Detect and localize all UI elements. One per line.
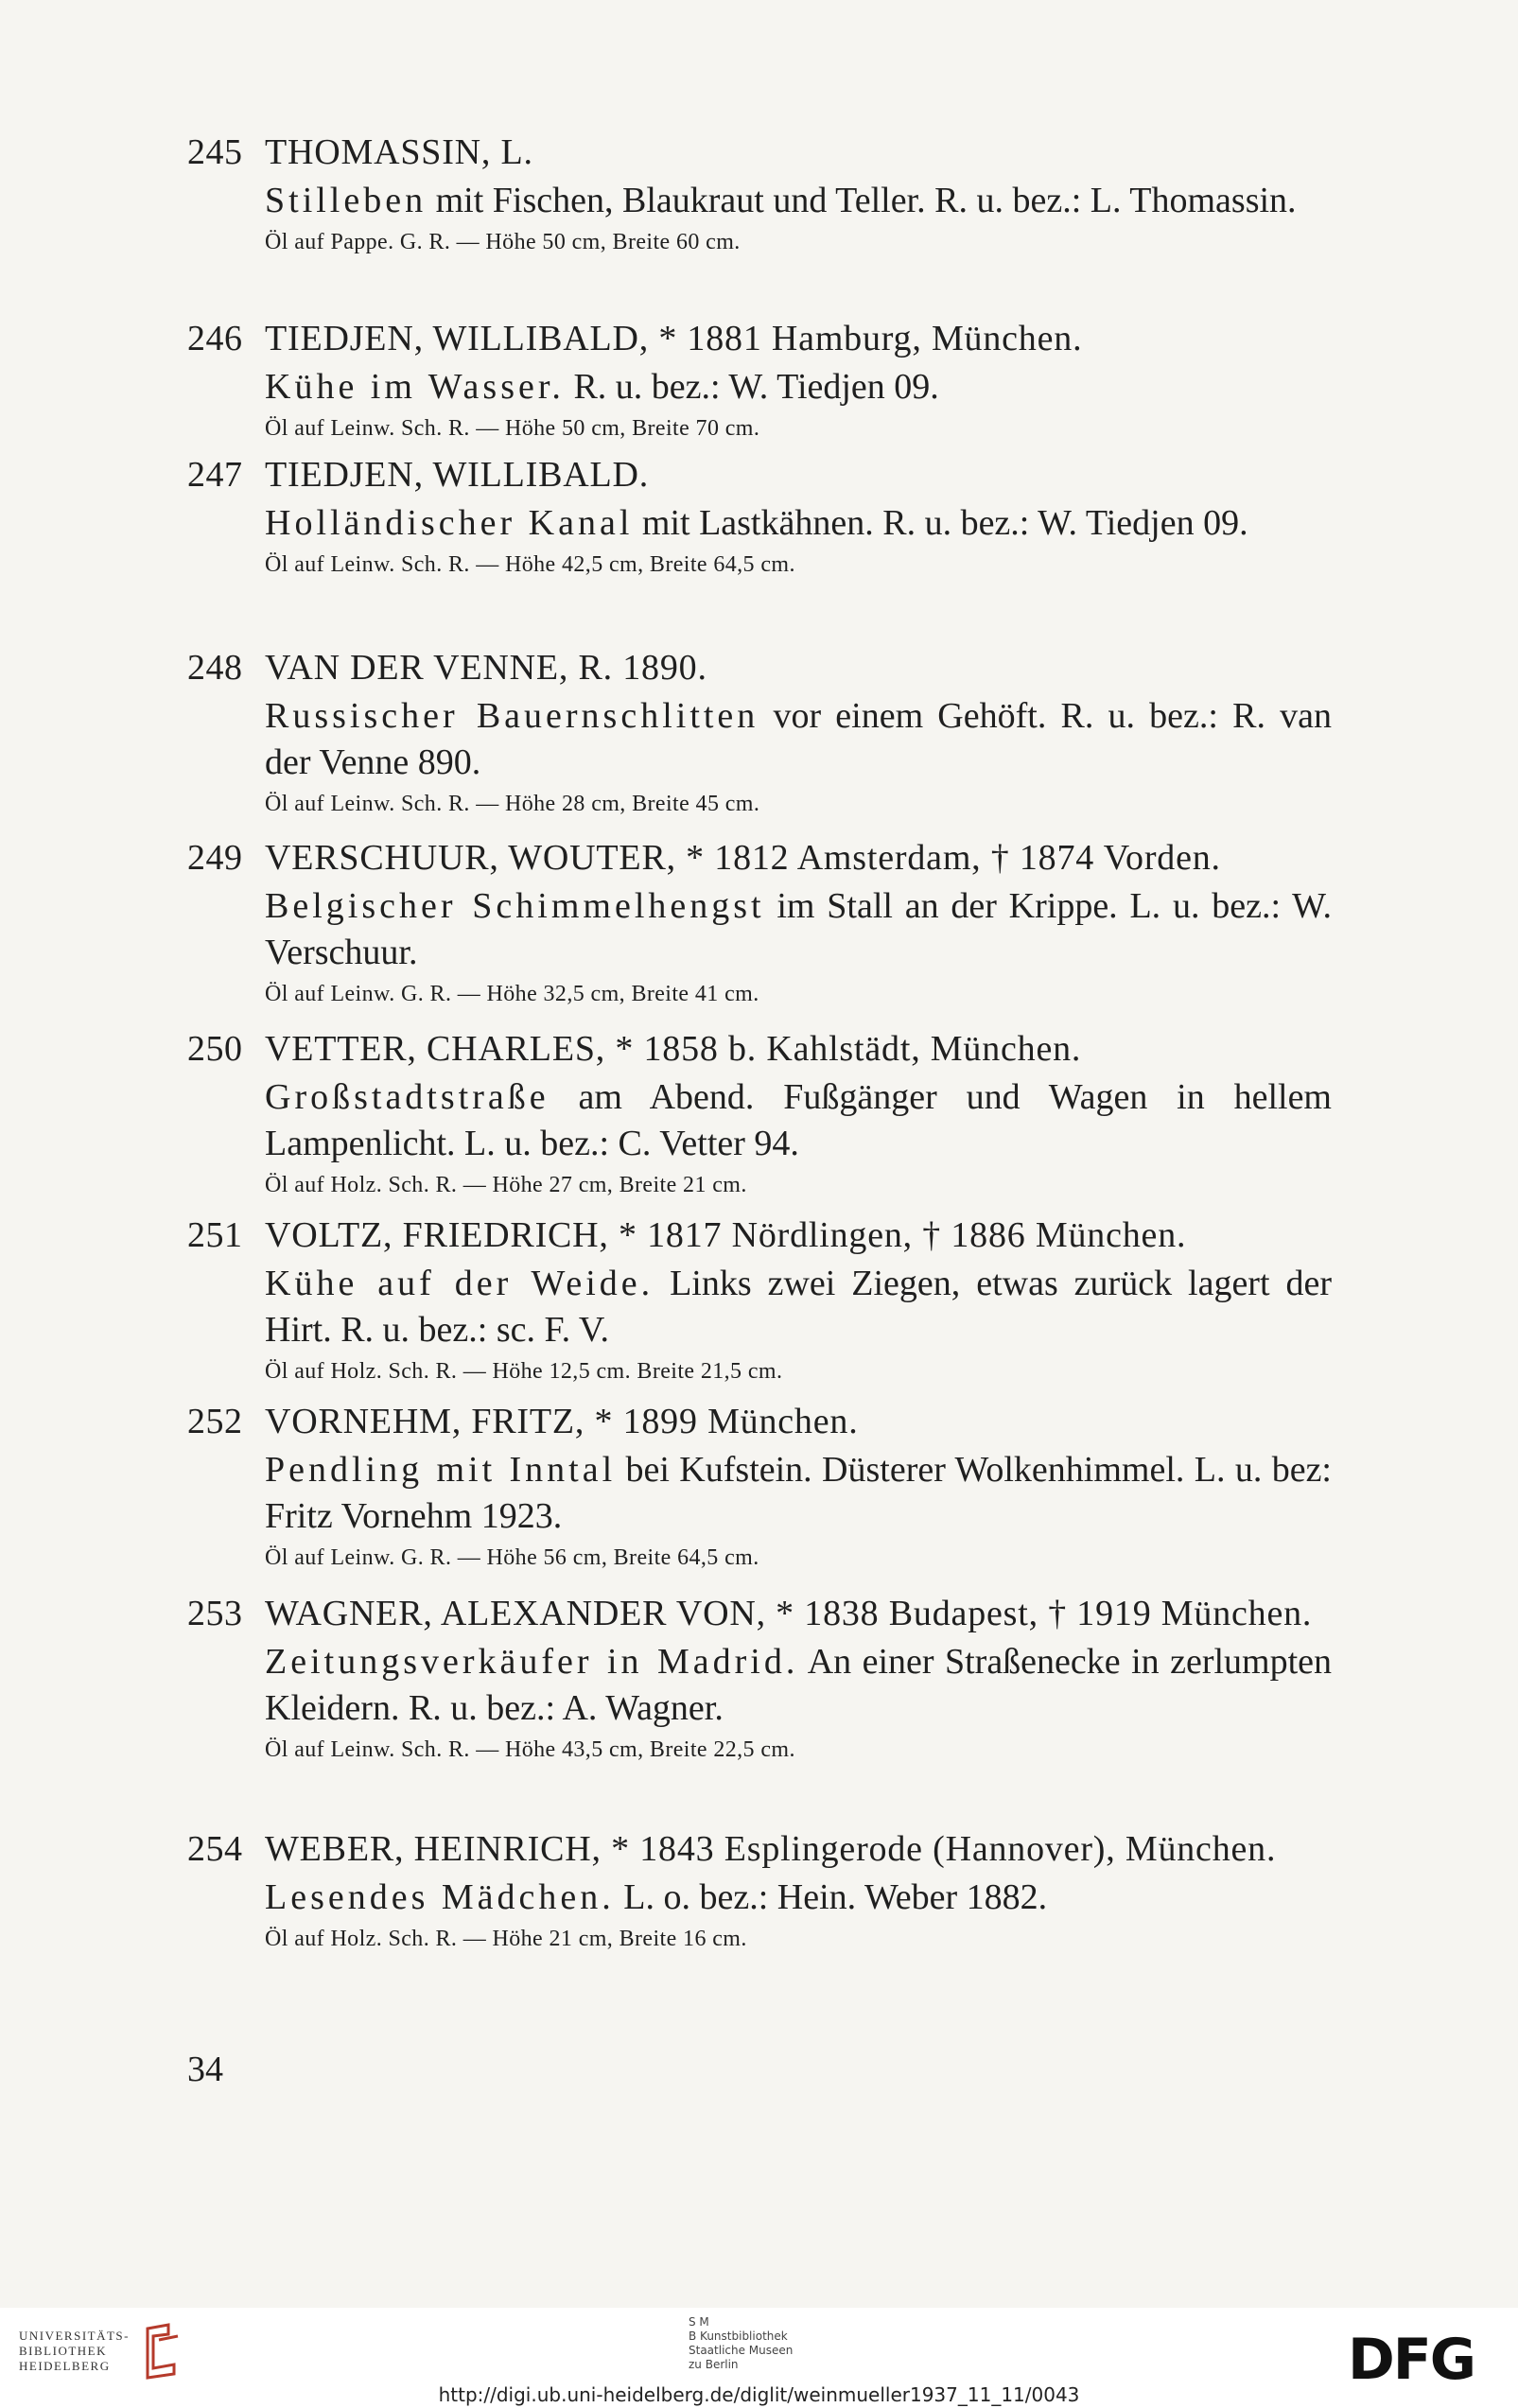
artwork-title-emphasis: Pendling mit Inntal — [265, 1450, 617, 1490]
artwork-title — [265, 500, 1332, 547]
catalog-entry-251 — [187, 1210, 1332, 1389]
page-number: 34 — [187, 2050, 223, 2089]
artwork-description: bei Kufstein. Düsterer Wolkenhimmel. L. u. bez: Fritz Vornehm 1923. — [265, 1450, 1332, 1536]
artwork-details: Öl auf Leinw. G. R. — Höhe 56 cm, Breite 64,5 cm. — [265, 1545, 759, 1570]
catalog-entry-252 — [187, 1396, 1332, 1576]
artist-name: VETTER, CHARLES, * 1858 b. Kahlstädt, München. — [265, 1029, 1082, 1069]
artwork-title-emphasis: Belgischer Schimmelhengst — [265, 886, 765, 926]
catalog-entry-249 — [187, 832, 1332, 1012]
lot-number: 249 — [187, 838, 243, 878]
museum-credit: S M B Kunstbibliothek Staatliche Museen zu Berlin — [689, 2315, 794, 2371]
artwork-title-emphasis: Russischer Bauernschlitten — [265, 696, 759, 736]
lot-number: 248 — [187, 648, 243, 688]
lot-number: 253 — [187, 1594, 243, 1633]
catalog-entry-248 — [187, 642, 1332, 822]
lot-number: 252 — [187, 1402, 243, 1441]
artist-name: VAN DER VENNE, R. 1890. — [265, 648, 707, 688]
artwork-description: Links zwei Ziegen, etwas zurück lagert der Hirt. R. u. bez.: sc. F. V. — [265, 1264, 1332, 1350]
artwork-description: L. o. bez.: Hein. Weber 1882. — [614, 1877, 1048, 1917]
artist-name: WEBER, HEINRICH, * 1843 Esplingerode (Hannover), München. — [265, 1829, 1277, 1869]
artist-name: VOLTZ, FRIEDRICH, * 1817 Nördlingen, † 1886 München. — [265, 1215, 1187, 1255]
artwork-title — [265, 1639, 1332, 1732]
library-logo-icon — [140, 2323, 183, 2380]
artist-name: WAGNER, ALEXANDER VON, * 1838 Budapest, † 1919 München. — [265, 1594, 1313, 1633]
artwork-description: am Abend. Fußgänger und Wagen in hellem Lampenlicht. L. u. bez.: C. Vetter 94. — [265, 1077, 1332, 1163]
artwork-details: Öl auf Leinw. Sch. R. — Höhe 50 cm, Breite 70 cm. — [265, 416, 760, 441]
artwork-title — [265, 364, 1332, 410]
artwork-description: R. u. bez.: W. Tiedjen 09. — [564, 367, 939, 407]
lot-number: 251 — [187, 1215, 243, 1255]
lot-number: 246 — [187, 319, 243, 358]
artwork-title-emphasis: Kühe auf der Weide. — [265, 1264, 654, 1303]
artwork-details: Öl auf Holz. Sch. R. — Höhe 12,5 cm. Breite 21,5 cm. — [265, 1359, 783, 1384]
artwork-title-emphasis: Stilleben — [265, 181, 427, 220]
artwork-title — [265, 178, 1332, 224]
artwork-title — [265, 883, 1332, 976]
artwork-details: Öl auf Holz. Sch. R. — Höhe 21 cm, Breite 16 cm. — [265, 1927, 747, 1951]
artwork-title-emphasis: Holländischer Kanal — [265, 503, 634, 543]
artwork-description: mit Lastkähnen. R. u. bez.: W. Tiedjen 09. — [633, 503, 1248, 543]
artwork-details: Öl auf Leinw. G. R. — Höhe 32,5 cm, Breite 41 cm. — [265, 982, 759, 1006]
artwork-details: Öl auf Holz. Sch. R. — Höhe 27 cm, Breite 21 cm. — [265, 1173, 747, 1197]
artwork-description: vor einem Gehöft. R. u. bez.: R. van der Venne 890. — [265, 696, 1333, 782]
catalog-entry-246 — [187, 313, 1332, 446]
artwork-details: Öl auf Pappe. G. R. — Höhe 50 cm, Breite 60 cm. — [265, 230, 741, 254]
artist-name: TIEDJEN, WILLIBALD, * 1881 Hamburg, München. — [265, 319, 1083, 358]
artwork-title — [265, 1875, 1332, 1921]
artwork-details: Öl auf Leinw. Sch. R. — Höhe 42,5 cm, Breite 64,5 cm. — [265, 552, 795, 577]
artwork-title-emphasis: Lesendes Mädchen. — [265, 1877, 615, 1917]
artwork-description: An einer Straßenecke in zerlumpten Kleidern. R. u. bez.: A. Wagner. — [265, 1642, 1333, 1728]
catalog-entry-245 — [187, 127, 1332, 260]
library-name: UNIVERSITÄTS- BIBLIOTHEK HEIDELBERG — [19, 2329, 130, 2373]
lot-number: 247 — [187, 455, 243, 495]
lot-number: 250 — [187, 1029, 243, 1069]
lot-number: 254 — [187, 1829, 243, 1869]
catalog-entry-254 — [187, 1823, 1332, 1957]
artwork-details: Öl auf Leinw. Sch. R. — Höhe 43,5 cm, Breite 22,5 cm. — [265, 1737, 795, 1762]
artist-name: THOMASSIN, L. — [265, 132, 533, 172]
artist-name: VORNEHM, FRITZ, * 1899 München. — [265, 1402, 859, 1441]
artist-name: VERSCHUUR, WOUTER, * 1812 Amsterdam, † 1874 Vorden. — [265, 838, 1221, 878]
artist-name: TIEDJEN, WILLIBALD. — [265, 455, 650, 495]
artwork-description: im Stall an der Krippe. L. u. bez.: W. Verschuur. — [265, 886, 1332, 972]
catalog-entry-253 — [187, 1588, 1332, 1768]
artwork-title-emphasis: Kühe im Wasser. — [265, 367, 565, 407]
artwork-title-emphasis: Zeitungsverkäufer in Madrid. — [265, 1642, 799, 1682]
artwork-title — [265, 693, 1332, 786]
digitization-footer — [0, 2308, 1518, 2408]
artwork-title — [265, 1261, 1332, 1353]
artwork-title — [265, 1074, 1332, 1167]
catalog-entry-247 — [187, 449, 1332, 583]
artwork-title-emphasis: Großstadtstraße — [265, 1077, 550, 1117]
catalog-entry-250 — [187, 1023, 1332, 1203]
lot-number: 245 — [187, 132, 243, 172]
artwork-title — [265, 1447, 1332, 1540]
artwork-details: Öl auf Leinw. Sch. R. — Höhe 28 cm, Breite 45 cm. — [265, 792, 760, 816]
source-url[interactable]: http://digi.ub.uni-heidelberg.de/diglit/weinmueller1937_11_11/0043 — [438, 2383, 1080, 2406]
dfg-logo: DFG — [1348, 2327, 1475, 2393]
artwork-description: mit Fischen, Blaukraut und Teller. R. u. bez.: L. Thomassin. — [427, 181, 1297, 220]
